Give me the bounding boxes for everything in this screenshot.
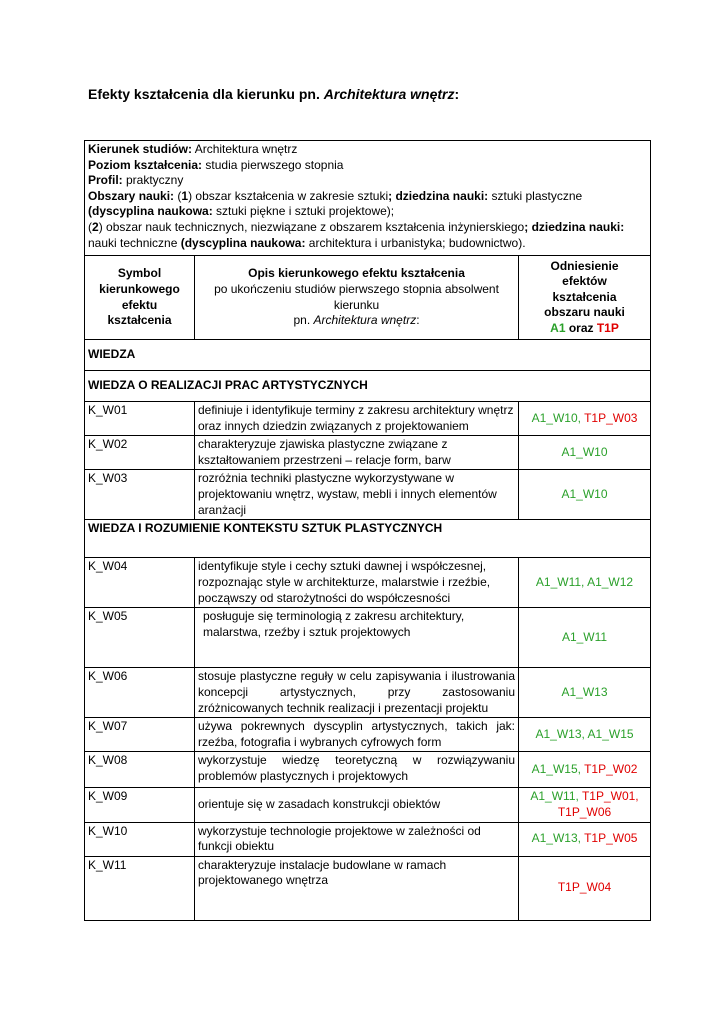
reference-code: T1P_W02 <box>584 762 638 777</box>
effect-description: orientuje się w zasadach konstrukcji obiektów <box>195 788 519 822</box>
table-row <box>85 558 651 608</box>
reference-code: A1_W15 <box>531 762 578 777</box>
effect-code: K_W04 <box>85 558 195 608</box>
effect-description: wykorzystuje technologie projektowe w zależności od funkcji obiektu <box>195 822 519 856</box>
symbol-column-header: Symbol kierunkowego efektu kształcenia <box>85 256 195 340</box>
table-row <box>85 668 651 718</box>
effect-description: posługuje się terminologią z zakresu architektury, malarstwa, rzeźby i sztuk projektowych <box>195 608 519 668</box>
reference-code: A1_W11 <box>561 630 608 645</box>
table-row <box>85 608 651 668</box>
reference-code: A1_W13 <box>561 684 608 699</box>
program-info-row <box>85 141 651 256</box>
reference-code: A1_W11 <box>530 789 576 804</box>
table-row <box>85 718 651 752</box>
effect-reference <box>519 436 651 470</box>
effect-code: K_W09 <box>85 788 195 822</box>
effect-reference <box>519 402 651 436</box>
effect-description: charakteryzuje zjawiska plastyczne związane z kształtowaniem przestrzeni – relacje form, barw <box>195 436 519 470</box>
effect-reference <box>519 788 651 822</box>
reference-code: A1_W13 <box>531 831 578 846</box>
reference-code: A1_W10 <box>561 487 608 502</box>
effect-code: K_W10 <box>85 822 195 856</box>
reference-code: A1_W13, A1_W15 <box>535 726 634 741</box>
reference-code: T1P_W01, <box>581 789 639 804</box>
reference-code: , <box>577 762 585 777</box>
effect-description: charakteryzuje instalacje budowlane w ramach projektowanego wnętrza <box>195 856 519 920</box>
table-row <box>85 822 651 856</box>
reference-code: , <box>577 831 585 846</box>
table-row <box>85 470 651 520</box>
obszary-line-2: (2) obszar nauk technicznych, niezwiązane z obszarem kształcenia inżynierskiego; dziedzina nauki: nauki techniczne (dyscyplina naukowa: architektura i urbanistyka; budownictwo). <box>88 219 625 250</box>
reference-code: T1P_W04 <box>557 880 612 895</box>
poziom-line: Poziom kształcenia: studia pierwszego stopnia <box>88 157 344 172</box>
section-wiedza: WIEDZA <box>85 340 651 371</box>
opis-column-header: Opis kierunkowego efektu kształcenia po ukończeniu studiów pierwszego stopnia absolwent kierunku pn. Architektura wnętrz: <box>195 256 519 340</box>
reference-code: , <box>575 789 582 804</box>
table-row <box>85 788 651 822</box>
effect-reference <box>519 752 651 788</box>
effect-reference <box>519 718 651 752</box>
reference-code: T1P_W05 <box>584 831 638 846</box>
table-row <box>85 752 651 788</box>
reference-code: T1P_W06 <box>557 804 612 819</box>
section-realizacja: WIEDZA O REALIZACJI PRAC ARTYSTYCZNYCH <box>85 371 651 402</box>
effect-code: K_W05 <box>85 608 195 668</box>
table-row <box>85 402 651 436</box>
profil-line: Profil: praktyczny <box>88 173 184 188</box>
effect-reference <box>519 470 651 520</box>
document-title: Efekty kształcenia dla kierunku pn. Architektura wnętrz: <box>88 86 460 102</box>
odniesienie-column-header: Odniesienie efektów kształcenia obszaru nauki A1 oraz T1P <box>519 256 651 340</box>
effect-reference <box>519 668 651 718</box>
table-row <box>85 436 651 470</box>
reference-code: A1_W10 <box>561 444 608 459</box>
reference-code: , <box>577 410 585 425</box>
effect-code: K_W03 <box>85 470 195 520</box>
table-row <box>85 856 651 920</box>
effect-reference <box>519 558 651 608</box>
reference-code: T1P_W03 <box>584 410 638 425</box>
kierunek-line: Kierunek studiów: Architektura wnętrz <box>88 142 298 156</box>
effect-description: wykorzystuje wiedzę teoretyczną w rozwiązywaniu problemów plastycznych i projektowych <box>195 752 519 788</box>
effect-code: K_W01 <box>85 402 195 436</box>
effect-description: stosuje plastyczne reguły w celu zapisywania i ilustrowania koncepcji artystycznych, przy zastosowaniu zróżnicowanych technik realizacji i prezentacji projektu <box>195 668 519 718</box>
obszary-line-1: Obszary nauki: (1) obszar kształcenia w zakresie sztuki; dziedzina nauki: sztuki plastyczne (dyscyplina naukowa: sztuki piękne i sztuki projektowe); <box>88 188 583 219</box>
effect-description: identyfikuje style i cechy sztuki dawnej i współczesnej, rozpoznając style w architekturze, malarstwie i rzeźbie, począwszy od starożytności do współczesności <box>195 558 519 608</box>
effect-code: K_W02 <box>85 436 195 470</box>
section-rozumienie: WIEDZA I ROZUMIENIE KONTEKSTU SZTUK PLASTYCZNYCH <box>85 520 651 558</box>
column-header-row <box>85 256 651 340</box>
effect-reference <box>519 608 651 668</box>
effect-description: rozróżnia techniki plastyczne wykorzystywane w projektowaniu wnętrz, wystaw, mebli i innych elementów aranżacji <box>195 470 519 520</box>
effect-code: K_W08 <box>85 752 195 788</box>
effect-description: definiuje i identyfikuje terminy z zakresu architektury wnętrz oraz innych dziedzin związanych z projektowaniem <box>195 402 519 436</box>
effect-description: używa pokrewnych dyscyplin artystycznych, takich jak: rzeźba, fotografia i wybranych cyfrowych form <box>195 718 519 752</box>
reference-code: A1_W10 <box>531 410 578 425</box>
effect-code: K_W06 <box>85 668 195 718</box>
effect-code: K_W07 <box>85 718 195 752</box>
effect-reference <box>519 856 651 920</box>
reference-code: A1_W11, A1_W12 <box>535 575 634 590</box>
effect-code: K_W11 <box>85 856 195 920</box>
effect-reference <box>519 822 651 856</box>
effects-table <box>84 140 651 921</box>
